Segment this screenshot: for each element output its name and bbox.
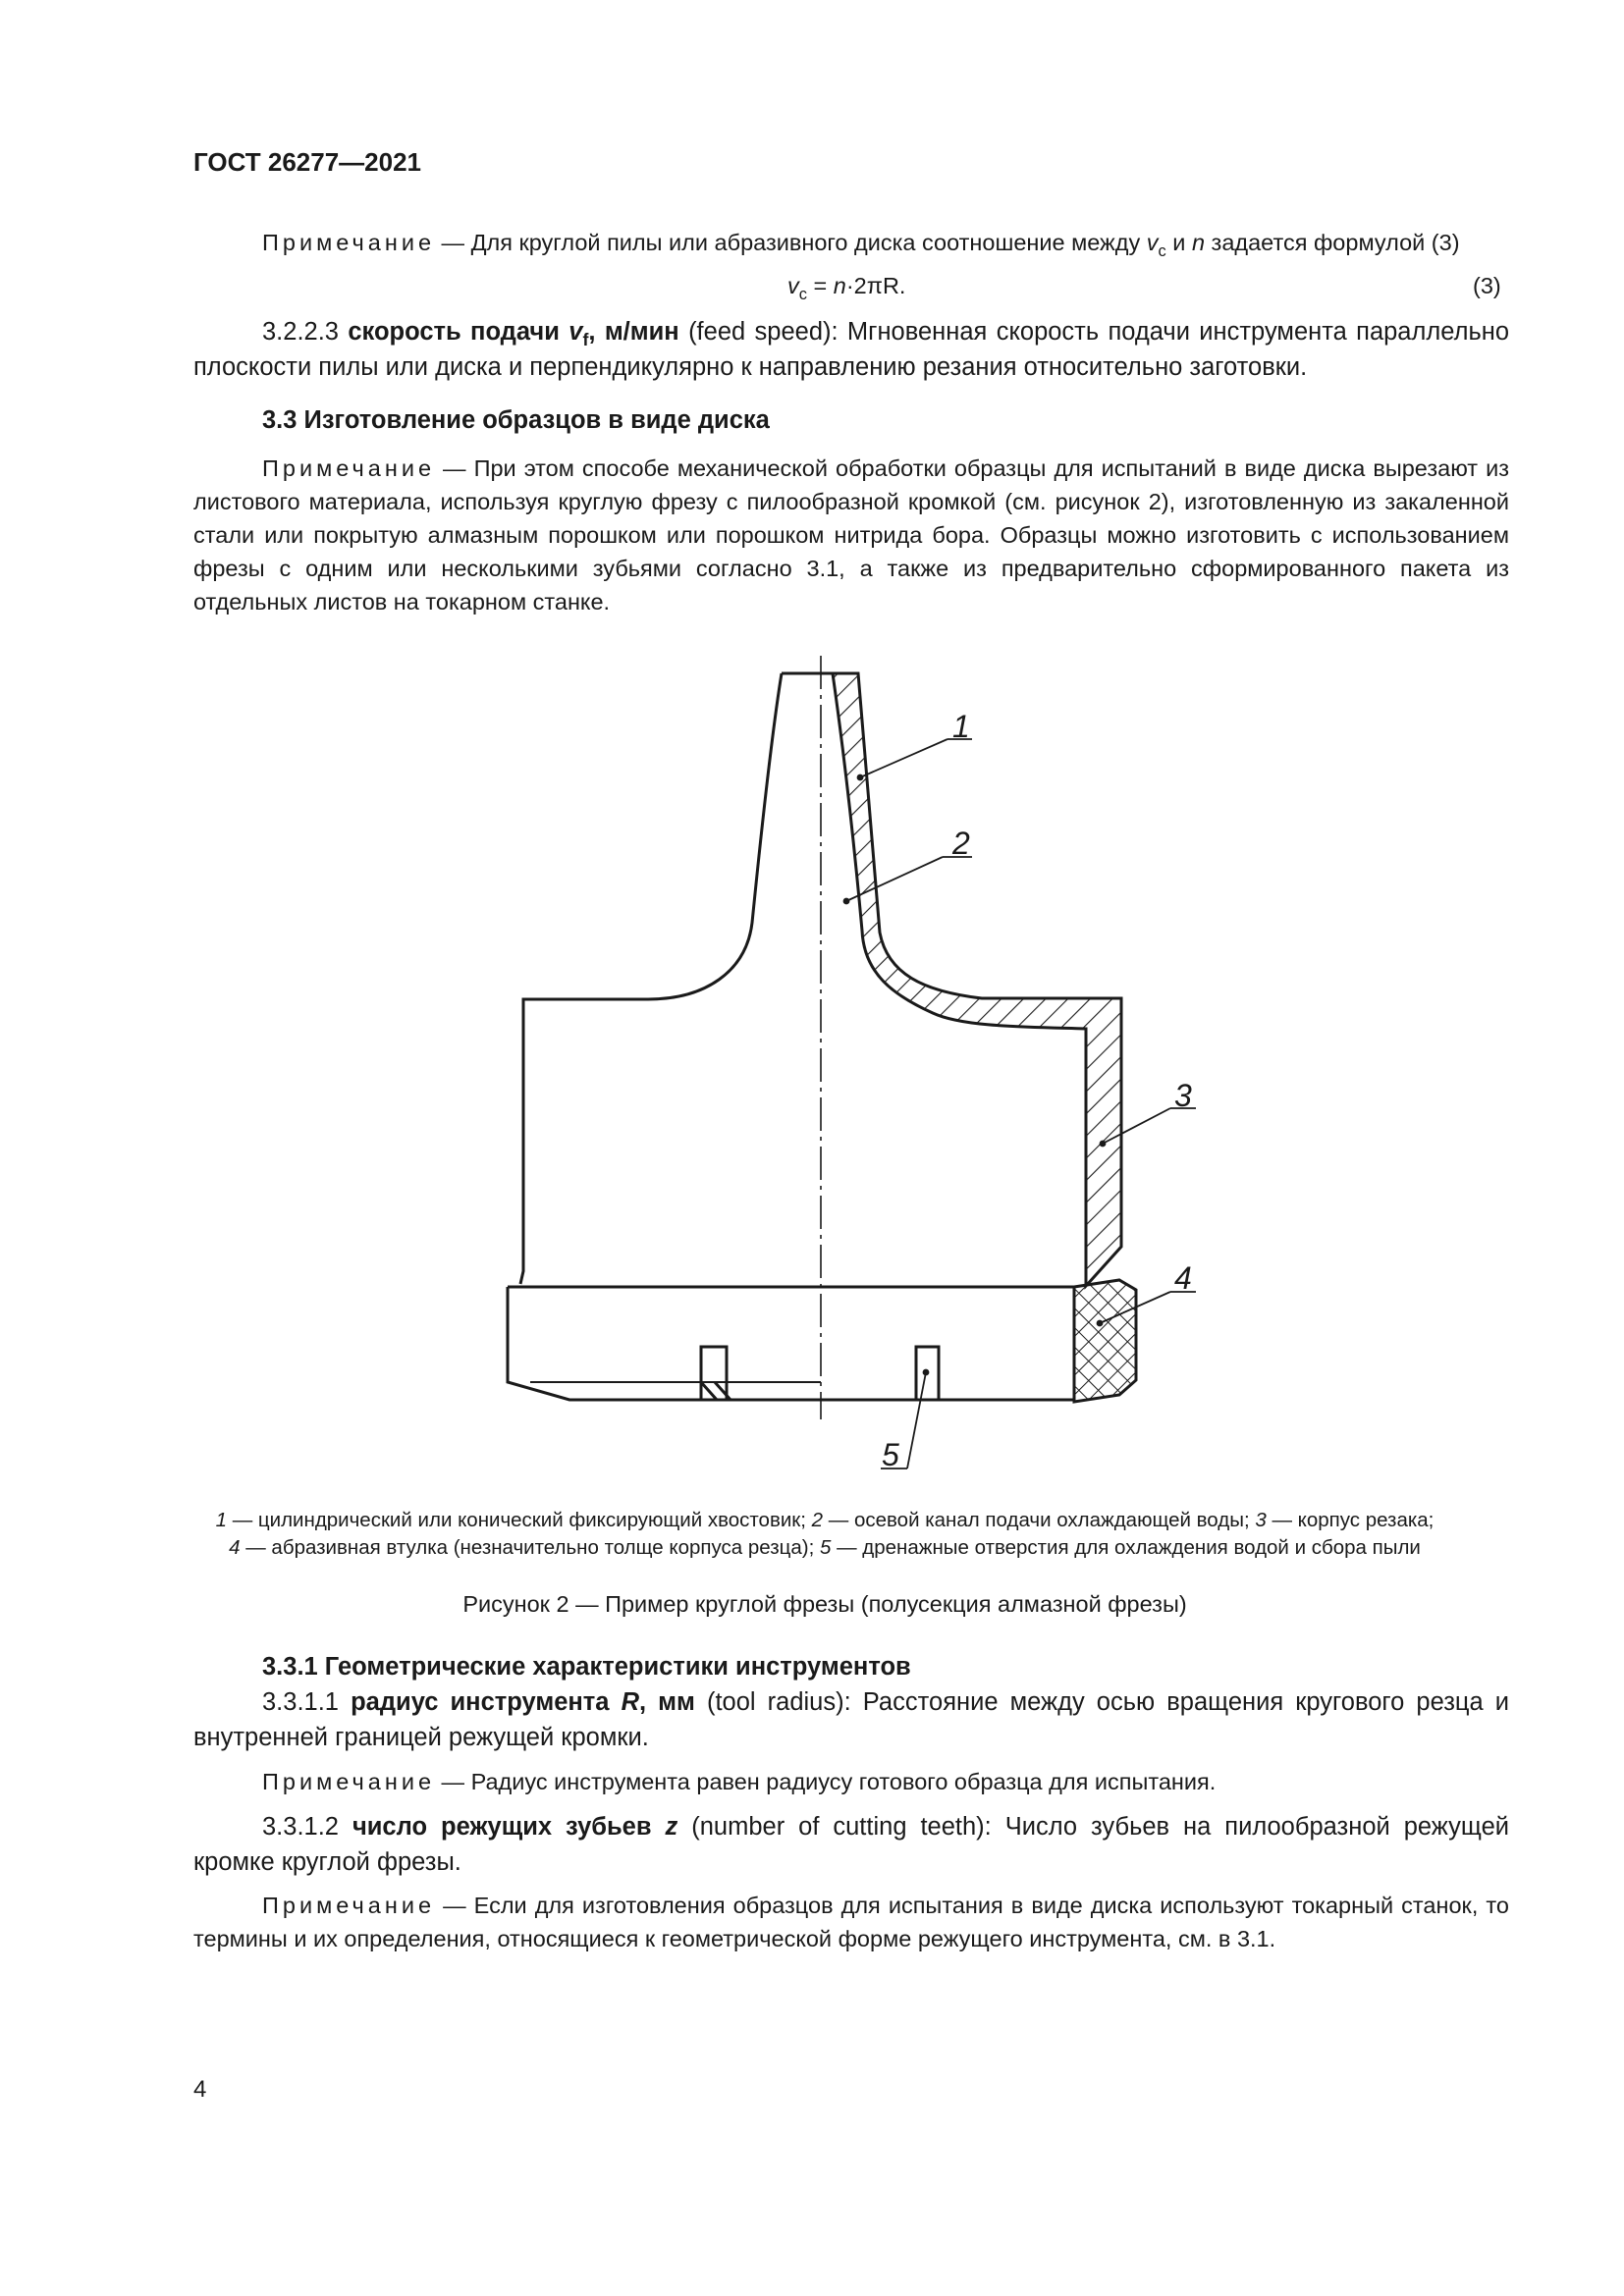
drain-hole-left [701, 1347, 731, 1400]
section-3-3-1-title: 3.3.1 Геометрические характеристики инструментов [262, 1653, 911, 1681]
note-label: Примечание [262, 230, 436, 255]
paragraph-3-3-1-1: 3.3.1.1 радиус инструмента R, мм (tool radius): Расстояние между осью вращения кругового резца и внутренней границей режущей кромки. [193, 1688, 1510, 1751]
paragraph-3-2-2-3: 3.2.2.3 скорость подачи $v_f$, м/мин (feed speed): Мгновенная скорость подачи инструмента параллельно плоскости пилы или диска и перпендикулярно к направлению резания относительно заготовки. [193, 318, 1510, 381]
page-number: 4 [193, 2076, 207, 2103]
label-3: 3 [1174, 1078, 1192, 1113]
note-1: Примечание — Для круглой пилы или абразивного диска соотношение между $v_c$ и n задается формулой (3) [262, 230, 1460, 260]
paragraph-3-3-1-2: 3.3.1.2 число режущих зубьев z (number of cutting teeth): Число зубьев на пилообразной режущей кромке круглой фрезы. [193, 1813, 1509, 1876]
note-3: Примечание — Радиус инструмента равен радиусу готового образца для испытания. [262, 1769, 1217, 1794]
shank-left-profile [520, 673, 833, 1284]
abrasive-sleeve [1074, 1280, 1136, 1402]
note-4: Примечание — Если для изготовления образцов для испытания в виде диска используют токарный станок, то термины и их определения, относящиеся к геометрической форме режущего инструмента, см. в 3.1. [193, 1893, 1509, 1951]
figure-legend-line-1: 1 — цилиндрический или конический фиксирующий хвостовик; 2 — осевой канал подачи охлаждающей воды; 3 — корпус резака; [215, 1509, 1435, 1531]
label-5: 5 [882, 1437, 899, 1472]
label-1: 1 [952, 709, 970, 744]
section-3-3-title: 3.3 Изготовление образцов в виде диска [262, 406, 770, 434]
note-2: Примечание — При этом способе механической обработки образцы для испытаний в виде диска вырезают из листового материала, используя круглую фрезу с пилообразной кромкой (см. рисунок 2), изготовленную из закаленной стали или покрытую алмазным порошком или порошком нитрида бора. Образцы можно изготовить с использованием фрезы с одним или несколькими зубьями согласно 3.1, а также из предварительно сформированного пакета из отдельных листов на токарном станке. [193, 455, 1509, 614]
label-2: 2 [952, 826, 970, 861]
note-label: Примечание [262, 1893, 436, 1918]
document-header: ГОСТ 26277—2021 [193, 147, 421, 177]
note-label: Примечание [262, 455, 436, 481]
cutter-body-hatched [833, 673, 1121, 1286]
formula-3: $v_c = n\cdot 2\pi R$. [787, 273, 906, 303]
note-label: Примечание [262, 1769, 436, 1794]
figure-legend-line-2: 4 — абразивная втулка (незначительно толще корпуса резца); 5 — дренажные отверстия для охлаждения водой и сбора пыли [229, 1536, 1421, 1559]
formula-number: (3) [1473, 273, 1501, 298]
figure-title: Рисунок 2 — Пример круглой фрезы (полусекция алмазной фрезы) [462, 1591, 1187, 1617]
label-4: 4 [1174, 1260, 1192, 1296]
